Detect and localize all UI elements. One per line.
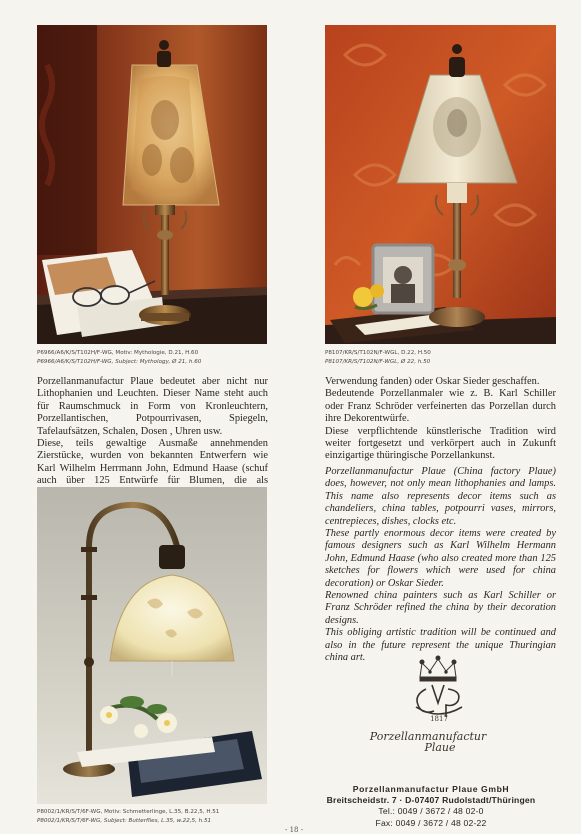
caption-mythology-lamp (37, 349, 201, 367)
logo-graphic (360, 655, 520, 751)
lamp-with-frame-image (325, 25, 556, 344)
caption-line-en: P8002/1/KR/S/T/6F-WG, Subject: Butterflies, L.35, w.22,5, h.51 (37, 818, 212, 824)
page-number: - 18 - (285, 826, 304, 834)
caption-line-en: P6966/A6/K/S/T102H/F-WG, Subject: Mythology, Ø 21, h.60 (37, 359, 202, 365)
text-english (325, 466, 556, 665)
photo-lamp-with-frame (325, 25, 556, 344)
caption-line-de: P6966/A6/K/S/T102H/F-WG, Motiv: Mythologie, D.21, H.60 (37, 350, 199, 356)
manufactory-logo (360, 655, 520, 755)
caption-line-de: P8107/KR/S/T102N/F-WGL, D.22, H.50 (325, 350, 431, 356)
butterfly-lamp-image (37, 487, 267, 804)
caption-line-en: P8107/KR/S/T102N/F-WGL, Ø 22, h.50 (325, 359, 431, 365)
logo-script-name: Porzellanmanufactur (369, 730, 487, 743)
caption-line-de: P8002/1/KR/S/T/6F-WG, Motiv: Schmetterlinge, L.35, B.22,5, H.51 (37, 809, 220, 815)
caption-butterfly-lamp (37, 808, 219, 826)
logo-script-place: Plaue (424, 741, 456, 751)
paragraph: Porzellanmanufactur Plaue (China factory Plaue) does, however, not only mean lithophanies and lamps. This name also represents decor items such as chandeliers, china tables, potpourri vases, mirrors, centrepieces, dishes, clocks etc. (325, 466, 556, 527)
crown-icon (420, 656, 456, 681)
paragraph: Renowned china painters such as Karl Schiller or Franz Schröder refined the china by their decoration designs. (325, 590, 556, 626)
caption-lamp-with-frame (325, 349, 431, 367)
company-address: Breitscheidstr. 7 · D-07407 Rudolstadt/Thüringen (326, 795, 536, 806)
company-name: Porzellanmanufactur Plaue GmbH (352, 784, 510, 794)
paragraph: Porzellanmanufactur Plaue bedeutet aber nicht nur Lithophanien und Leuchten. Dieser Name steht auch für Raumschmuck in Form von Kronleuchtern, Porzellantischen, Potpourrivasen, Spiegeln, Tafelaufsätzen, Schalen, Dosen , Uhren usw. (37, 376, 268, 437)
paragraph: Diese, teils gewaltige Ausmaße annehmenden Zierstücke, wurden von bekannten Entwerfern wie Karl Wilhelm Herrmann John, Edmund Haase (schuf auch über 125 Entwürfe für Blumen, die als (37, 438, 268, 487)
logo-year: 1817 (430, 715, 448, 723)
paragraph: Verwendung fanden) oder Oskar Sieder geschaffen. (325, 376, 540, 387)
paragraph: Diese verpflichtende künstlerische Tradition wird weiter fortgesetzt und verkörpert auch in Zukunft einzigartige thüringische Porzellankunst. (325, 425, 556, 462)
company-telephone: Tel.: 0049 / 3672 / 48 02-0 (378, 806, 484, 817)
text-german-left (37, 376, 268, 500)
paragraph: This obliging artistic tradition will be continued and also in the future represent the unique Thuringian china art. (325, 627, 556, 664)
company-fax: Fax: 0049 / 3672 / 48 02-22 (375, 817, 487, 828)
photo-mythology-lamp (37, 25, 267, 344)
paragraph: Bedeutende Porzellanmaler wie z. B. Karl Schiller oder Franz Schröder verfeinerten das Porzellan durch ihre Dekorentwürfe. (325, 388, 556, 425)
text-german-right (325, 376, 556, 463)
monogram-icon (416, 685, 462, 717)
mythology-lamp-image (37, 25, 267, 344)
company-info (318, 784, 544, 829)
paragraph: These partly enormous decor items were created by famous designers such as Karl Wilhelm Hermann John, Edmund Haase (who also created more than 125 sketches for flowers which were used for china decoration) or Oskar Sieder. (325, 528, 556, 589)
photo-butterfly-lamp (37, 487, 267, 804)
